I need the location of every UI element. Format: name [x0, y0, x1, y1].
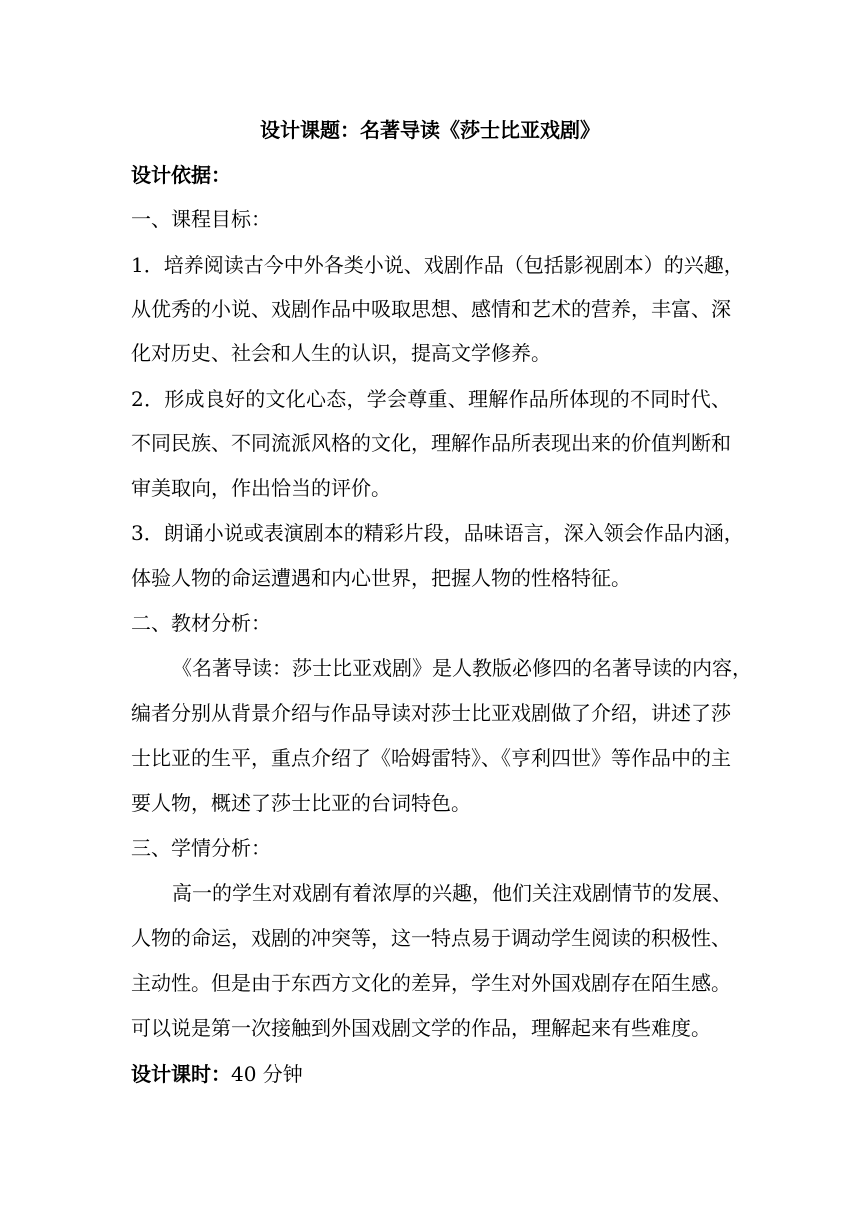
duration-row — [131, 1062, 731, 1086]
design-basis-label: 设计依据： — [131, 163, 231, 187]
duration-label: 设计课时： — [131, 1062, 231, 1086]
material-line-2: 编者分别从背景介绍与作品导读对莎士比亚戏剧做了介绍，讲述了莎 — [131, 701, 731, 725]
duration-value: 40 分钟 — [231, 1062, 303, 1086]
page-title: 设计课题：名著导读《莎士比亚戏剧》 — [260, 118, 600, 142]
material-line-3: 士比亚的生平，重点介绍了《哈姆雷特》、《亨利四世》等作品中的主 — [131, 746, 731, 770]
goal-1-line-2: 从优秀的小说、戏剧作品中吸取思想、感情和艺术的营养，丰富、深 — [131, 297, 731, 321]
students-line-4: 可以说是第一次接触到外国戏剧文学的作品，理解起来有些难度。 — [131, 1016, 711, 1040]
material-line-1: 《名著导读：莎士比亚戏剧》是人教版必修四的名著导读的内容， — [172, 656, 752, 680]
goal-2-line-3: 审美取向，作出恰当的评价。 — [131, 476, 391, 500]
students-heading: 三、学情分析： — [131, 836, 271, 860]
goal-2-line-1: 2．形成良好的文化心态，学会尊重、理解作品所体现的不同时代、 — [131, 387, 731, 411]
goal-1-line-3: 化对历史、社会和人生的认识，提高文学修养。 — [131, 341, 551, 365]
material-heading: 二、教材分析： — [131, 611, 271, 635]
goal-3-line-1: 3．朗诵小说或表演剧本的精彩片段，品味语言，深入领会作品内涵， — [131, 521, 744, 545]
goals-heading: 一、课程目标： — [131, 207, 271, 231]
students-line-2: 人物的命运，戏剧的冲突等，这一特点易于调动学生阅读的积极性、 — [131, 926, 731, 950]
material-line-4: 要人物，概述了莎士比亚的台词特色。 — [131, 791, 471, 815]
goal-2-line-2: 不同民族、不同流派风格的文化，理解作品所表现出来的价值判断和 — [131, 431, 731, 455]
students-line-3: 主动性。但是由于东西方文化的差异，学生对外国戏剧存在陌生感。 — [131, 971, 731, 995]
goal-3-line-2: 体验人物的命运遭遇和内心世界，把握人物的性格特征。 — [131, 566, 631, 590]
students-line-1: 高一的学生对戏剧有着浓厚的兴趣，他们关注戏剧情节的发展、 — [172, 881, 732, 905]
goal-1-line-1: 1．培养阅读古今中外各类小说、戏剧作品（包括影视剧本）的兴趣， — [131, 253, 744, 277]
